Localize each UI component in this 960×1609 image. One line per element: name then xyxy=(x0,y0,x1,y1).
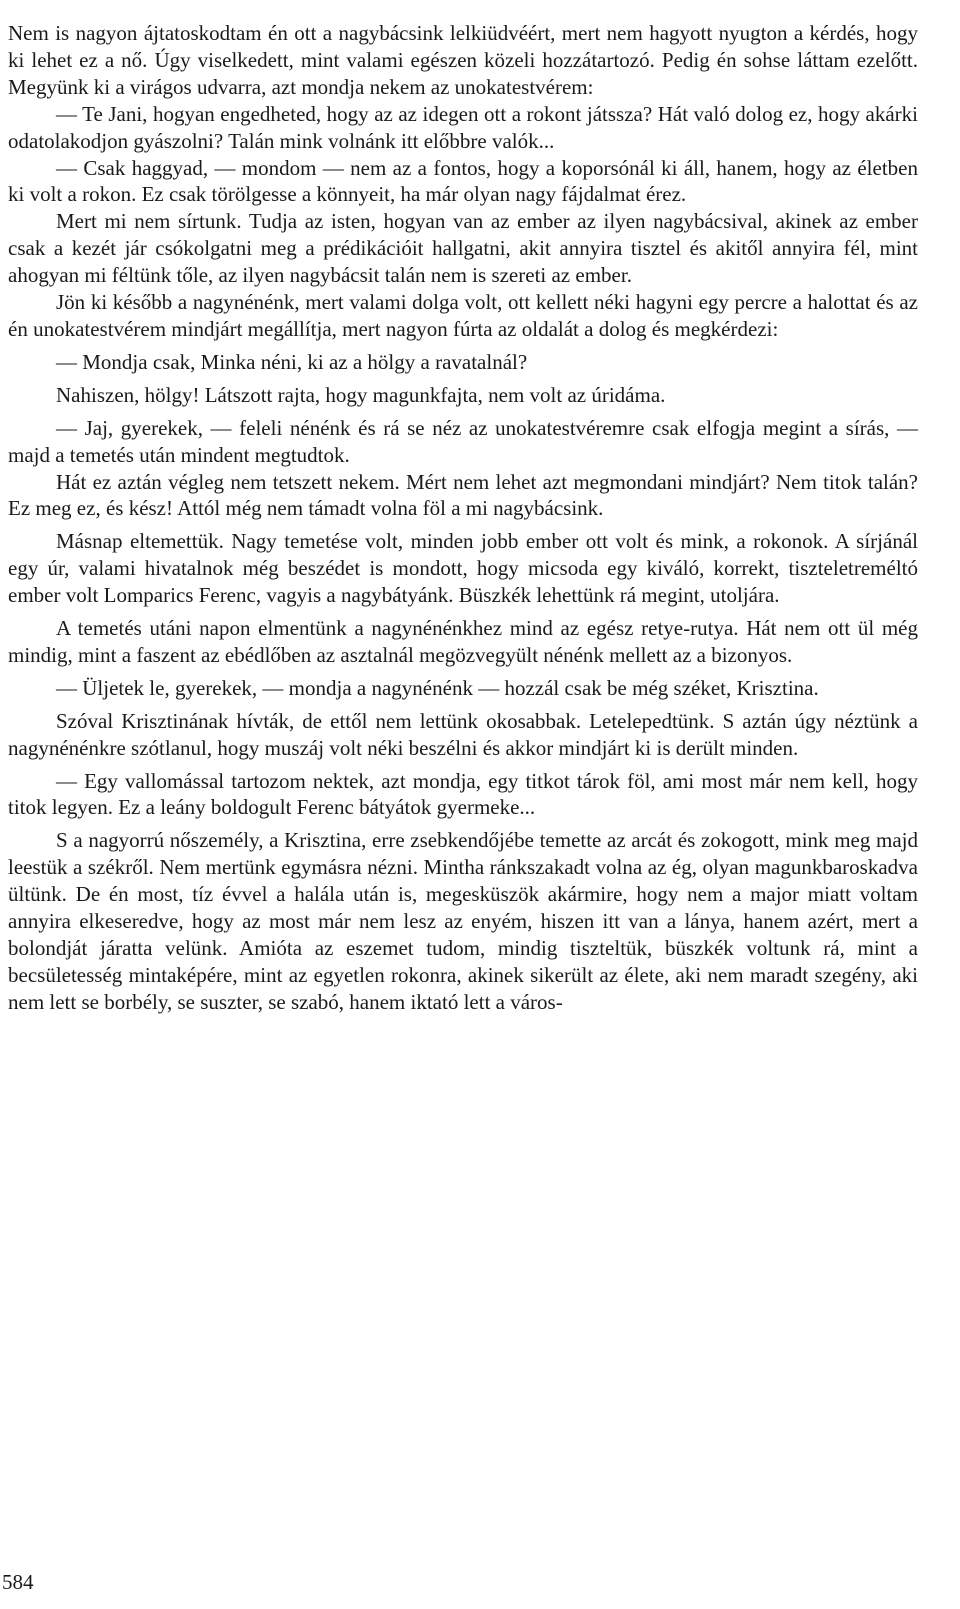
page-text xyxy=(8,20,918,1016)
paragraph: — Egy vallomással tartozom nektek, azt mondja, egy titkot tárok föl, ami most már nem kell, hogy titok legyen. Ez a leány boldogult Ferenc bátyátok gyermeke... xyxy=(8,768,918,820)
paragraph: S a nagyorrú nőszemély, a Krisztina, erre zsebkendőjébe temette az arcát és zokogott, mink meg majd leestük a székről. Nem mertünk egymásra nézni. Mintha ránkszakadt volna az ég, olyan magunkbaroskadva ültünk. De én most, tíz évvel a halála után is, megesküszök akármire, hogy nem a major miatt voltam annyira elkeseredve, hogy az most már nem lesz az enyém, hiszen itt van a lánya, hanem azért, mert a bolondját járatta velünk. Amióta az eszemet tudom, mindig tiszteltük, büszkék voltunk rá, mint a becsületesség mintaképére, mint az egyetlen rokonra, akinek sikerült az élete, aki nem maradt szegény, aki nem lett se borbély, se suszter, se szabó, hanem iktató lett a város- xyxy=(8,828,918,1014)
paragraph: — Jaj, gyerekek, — feleli nénénk és rá se néz az unokatestvéremre csak elfogja megint a sírás, — majd a temetés után mindent megtudtok. xyxy=(8,415,918,467)
paragraph: — Csak haggyad, — mondom — nem az a fontos, hogy a koporsónál ki áll, hanem, hogy az életben ki volt a rokon. Ez csak törölgesse a könnyeit, ha már olyan nagy fájdalmat érez. xyxy=(8,155,918,207)
paragraph: A temetés utáni napon elmentünk a nagynénénkhez mind az egész retye-rutya. Hát nem ott ül még mindig, mint a faszent az ebédlőben az asztalnál megözvegyült nénénk mellett az a bizonyos. xyxy=(8,616,918,667)
paragraph: Nem is nagyon ájtatoskodtam én ott a nagybácsink lelkiüdvéért, mert nem hagyott nyugton a kérdés, hogy ki lehet ez a nő. Úgy viselkedett, mint valami egészen közeli hozzátartozó. Pedig én sohse láttam ezelőtt. Megyünk ki a virágos udvarra, azt mondja nekem az unokatestvérem: xyxy=(8,21,918,99)
page-number: 584 xyxy=(2,1570,34,1594)
paragraph: Szóval Krisztinának hívták, de ettől nem lettünk okosabbak. Letelepedtünk. S aztán úgy néztünk a nagynénénkre szótlanul, hogy muszáj volt néki beszélni és akkor mindjárt ki is derült minden. xyxy=(8,708,918,760)
paragraph: Hát ez aztán végleg nem tetszett nekem. Mért nem lehet azt megmondani mindjárt? Nem titok talán? Ez meg ez, és kész! Attól még nem támadt volna föl a mi nagybácsink. xyxy=(8,469,918,521)
paragraph: Mert mi nem sírtunk. Tudja az isten, hogyan van az ember az ilyen nagybácsival, akinek az ember csak a kezét jár csókolgatni meg a prédikációit hallgatni, akit annyira tisztel és akitől annyira fél, mint ahogyan mi féltünk tőle, az ilyen nagybácsit talán nem is szereti az ember. xyxy=(8,209,918,288)
paragraph: — Te Jani, hogyan engedheted, hogy az az idegen ott a rokont játssza? Hát való dolog ez, hogy akárki odatolakodjon gyászolni? Talán mink volnánk itt előbbre valók... xyxy=(8,101,918,153)
paragraph: — Mondja csak, Minka néni, ki az a hölgy a ravatalnál? xyxy=(56,349,528,374)
paragraph: — Üljetek le, gyerekek, — mondja a nagynénénk — hozzál csak be még széket, Krisztina. xyxy=(56,675,819,700)
paragraph: Jön ki később a nagynénénk, mert valami dolga volt, ott kellett néki hagyni egy percre a halottat és az én unokatestvérem mindjárt megállítja, mert nagyon fúrta az oldalát a dolog és megkérdezi: xyxy=(8,290,918,341)
paragraph: Másnap eltemettük. Nagy temetése volt, minden jobb ember ott volt és mink, a rokonok. A sírjánál egy úr, valami hivatalnok még beszédet is mondott, hogy micsoda egy kiváló, korrekt, tiszteletreméltó ember volt Lomparics Ferenc, vagyis a nagybátyánk. Büszkék lehettünk rá megint, utoljára. xyxy=(8,529,918,608)
paragraph: Nahiszen, hölgy! Látszott rajta, hogy magunkfajta, nem volt az úridáma. xyxy=(56,382,666,407)
